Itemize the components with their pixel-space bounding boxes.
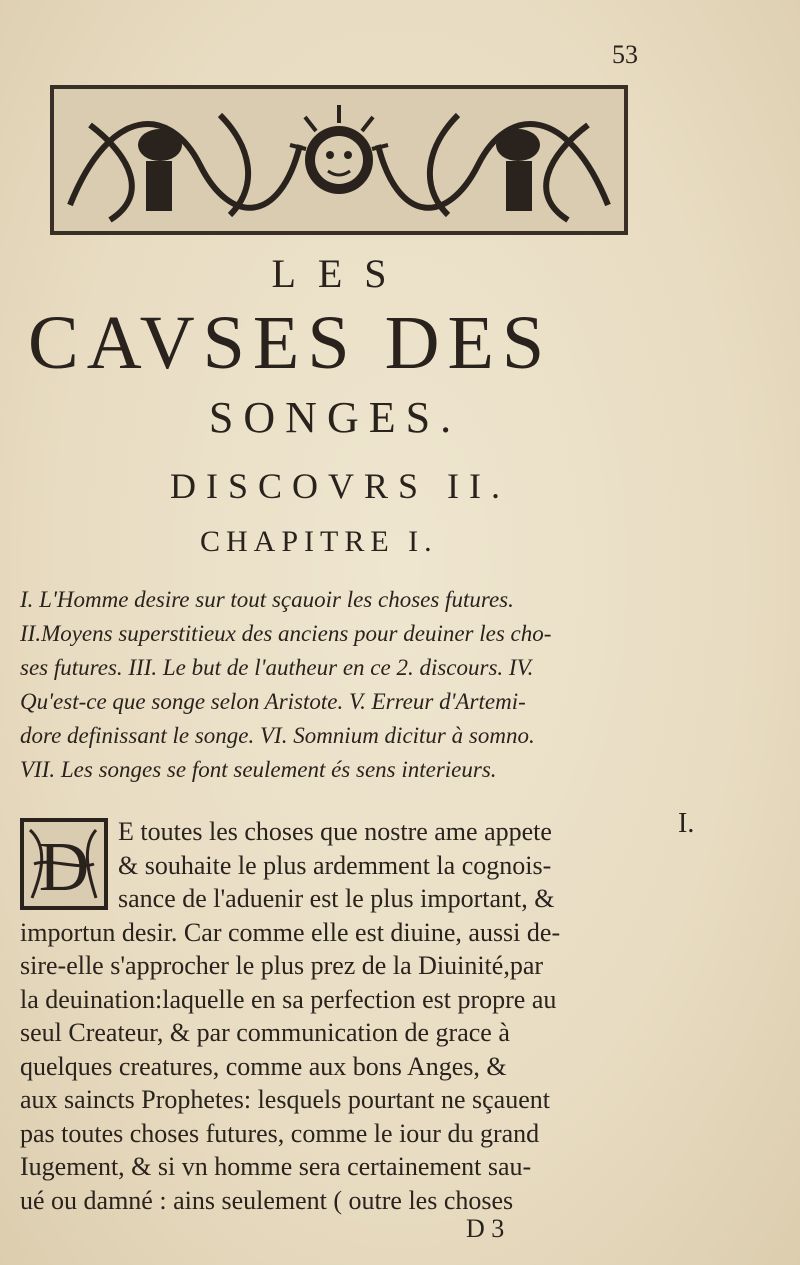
title-causes-des: CAVSES DES: [28, 301, 553, 385]
body-line: quelques creatures, comme aux bons Anges, &: [20, 1051, 507, 1081]
title-les: LES: [271, 251, 409, 296]
chapter-summary: [20, 583, 640, 787]
chapter-heading: CHAPITRE I.: [200, 525, 438, 558]
summary-line: Qu'est-ce que songe selon Aristote. V. Erreur d'Artemi-: [20, 689, 526, 714]
body-line: E toutes les choses que nostre ame appete: [118, 817, 552, 846]
margin-note: I.: [678, 808, 695, 839]
summary-line: VII. Les songes se font seulement és sens interieurs.: [20, 757, 497, 782]
body-line: pas toutes choses futures, comme le iour du grand: [20, 1118, 540, 1148]
body-line: seul Createur, & par communication de grace à: [20, 1018, 510, 1047]
body-paragraph: [20, 815, 630, 1217]
body-line: & souhaite le plus ardemment la cognois-: [118, 850, 552, 880]
body-line: importun desir. Car comme elle est diuine, aussi de-: [20, 917, 561, 947]
body-line: la deuination:laquelle en sa perfection est propre au: [20, 984, 557, 1014]
summary-line: dore definissant le songe. VI. Somnium dicitur à somno.: [20, 723, 535, 748]
summary-line: II.Moyens superstitieux des anciens pour deuiner les cho-: [20, 621, 552, 646]
body-line: ué ou damné : ains seulement ( outre les choses: [20, 1185, 514, 1215]
discourse-heading: DISCOVRS II.: [170, 466, 511, 506]
body-line: aux saincts Prophetes: lesquels pourtant ne sçauent: [20, 1085, 550, 1114]
summary-line: ses futures. III. Le but de l'autheur en ce 2. discours. IV.: [20, 655, 534, 680]
body-line: sance de l'aduenir est le plus important, &: [118, 884, 555, 913]
signature-mark: D 3: [466, 1214, 505, 1243]
body-line: Iugement, & si vn homme sera certainement sau-: [20, 1152, 532, 1181]
title-songes: SONGES.: [208, 393, 462, 442]
woodcut-headpiece-ornament: [50, 85, 628, 235]
svg-text:D: D: [38, 829, 90, 906]
page-number: 53: [612, 40, 638, 69]
body-line: sire-elle s'approcher le plus prez de la Diuinité,par: [20, 951, 544, 980]
summary-line: I. L'Homme desire sur tout sçauoir les choses futures.: [20, 587, 514, 612]
